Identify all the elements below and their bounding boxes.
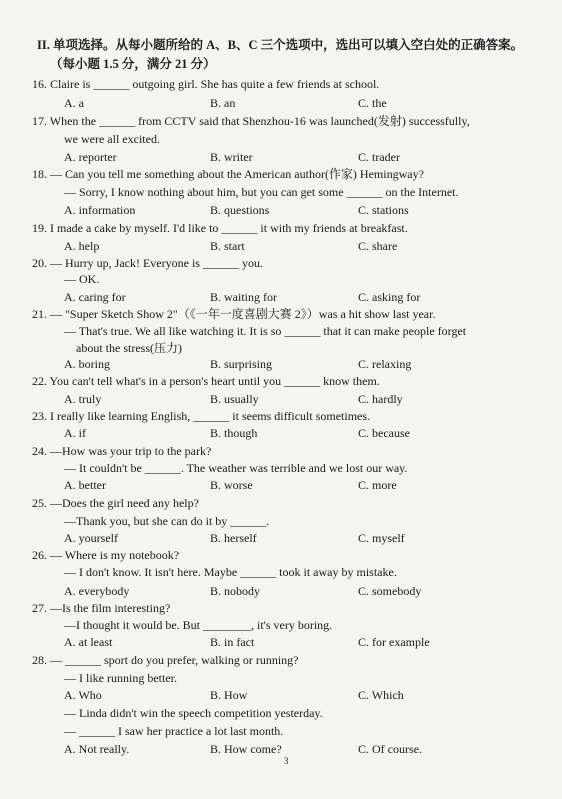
option-c: C. somebody: [358, 584, 422, 598]
option-b: B. waiting for: [210, 290, 277, 304]
question-line: — I like running better.: [64, 671, 177, 685]
option-a: A. truly: [64, 392, 102, 406]
section-heading: II. 单项选择。从每小题所给的 A、B、C 三个选项中，选出可以填入空白处的正确答案。: [37, 38, 524, 52]
question-line: — Linda didn't win the speech competition yesterday.: [64, 706, 323, 720]
options-row: [64, 530, 504, 547]
option-b: B. in fact: [210, 635, 255, 649]
question-line: 23. I really like learning English, ______ it seems difficult sometimes.: [32, 409, 371, 423]
option-a: A. if: [64, 426, 86, 440]
options-row: [64, 356, 504, 373]
question-line: — I don't know. It isn't here. Maybe ______ took it away by mistake.: [64, 565, 397, 579]
option-a: A. Who: [64, 688, 102, 702]
page-number: 3: [284, 756, 289, 766]
option-c: C. Which: [358, 688, 404, 702]
question-line: 24. —How was your trip to the park?: [32, 444, 212, 458]
question-line: — That's true. We all like watching it. It is so ______ that it can make people forget: [64, 324, 467, 338]
question-line: — Sorry, I know nothing about him, but you can get some ______ on the Internet.: [64, 185, 459, 199]
option-a: A. caring for: [64, 290, 126, 304]
option-b: B. usually: [210, 392, 259, 406]
option-a: A. information: [64, 203, 136, 217]
options-row: [64, 95, 504, 112]
question-line: —Thank you, but she can do it by ______.: [64, 514, 270, 528]
options-row: [64, 391, 504, 408]
options-row: [64, 149, 504, 166]
option-b: B. writer: [210, 150, 253, 164]
option-a: A. Not really.: [64, 742, 130, 756]
option-b: B. nobody: [210, 584, 261, 598]
option-c: C. for example: [358, 635, 430, 649]
question-line: — ______ I saw her practice a lot last month.: [64, 724, 284, 738]
option-c: C. share: [358, 239, 398, 253]
options-row: [64, 477, 504, 494]
option-c: C. hardly: [358, 392, 403, 406]
option-a: A. reporter: [64, 150, 117, 164]
options-row: [64, 583, 504, 600]
options-row: [64, 425, 504, 442]
options-row: [64, 289, 504, 306]
option-c: C. relaxing: [358, 357, 412, 371]
option-c: C. stations: [358, 203, 409, 217]
option-b: B. an: [210, 96, 236, 110]
option-c: C. more: [358, 478, 397, 492]
question-line: 27. —Is the film interesting?: [32, 601, 171, 615]
question-line: 21. — "Super Sketch Show 2"（《一年一度喜剧大赛 2》）was a hit show last year.: [32, 307, 436, 321]
question-line: 28. — ______ sport do you prefer, walking or running?: [32, 653, 299, 667]
option-c: C. myself: [358, 531, 405, 545]
question-line: — It couldn't be ______. The weather was terrible and we lost our way.: [64, 461, 408, 475]
option-b: B. How: [210, 688, 248, 702]
option-a: A. at least: [64, 635, 113, 649]
option-a: A. better: [64, 478, 106, 492]
question-line: 26. — Where is my notebook?: [32, 548, 180, 562]
options-row: [64, 634, 504, 651]
question-line: we were all excited.: [64, 132, 160, 146]
question-line: 19. I made a cake by myself. I'd like to ______ it with my friends at breakfast.: [32, 221, 408, 235]
question-line: — OK.: [64, 272, 100, 286]
option-b: B. surprising: [210, 357, 273, 371]
question-line: 16. Claire is ______ outgoing girl. She has quite a few friends at school.: [32, 77, 380, 91]
question-line: 18. — Can you tell me something about the American author(作家) Hemingway?: [32, 167, 424, 181]
option-b: B. questions: [210, 203, 270, 217]
option-c: C. the: [358, 96, 387, 110]
option-a: A. help: [64, 239, 100, 253]
option-b: B. start: [210, 239, 245, 253]
option-c: C. Of course.: [358, 742, 422, 756]
option-c: C. because: [358, 426, 410, 440]
question-line: 22. You can't tell what's in a person's heart until you ______ know them.: [32, 374, 380, 388]
section-score: （每小题 1.5 分，满分 21 分）: [50, 57, 216, 71]
option-c: C. trader: [358, 150, 400, 164]
question-line: 25. —Does the girl need any help?: [32, 496, 199, 510]
question-line: 20. — Hurry up, Jack! Everyone is ______ you.: [32, 256, 263, 270]
options-row: [64, 687, 504, 704]
option-a: A. yourself: [64, 531, 118, 545]
question-line: —I thought it would be. But ________, it's very boring.: [64, 618, 333, 632]
option-b: B. herself: [210, 531, 257, 545]
option-b: B. How come?: [210, 742, 282, 756]
question-line: 17. When the ______ from CCTV said that Shenzhou-16 was launched(发射) successfully,: [32, 114, 470, 128]
question-line: about the stress(压力): [76, 341, 182, 355]
options-row: [64, 238, 504, 255]
option-a: A. everybody: [64, 584, 130, 598]
option-a: A. a: [64, 96, 84, 110]
option-c: C. asking for: [358, 290, 421, 304]
option-b: B. though: [210, 426, 258, 440]
option-a: A. boring: [64, 357, 110, 371]
options-row: [64, 202, 504, 219]
option-b: B. worse: [210, 478, 253, 492]
